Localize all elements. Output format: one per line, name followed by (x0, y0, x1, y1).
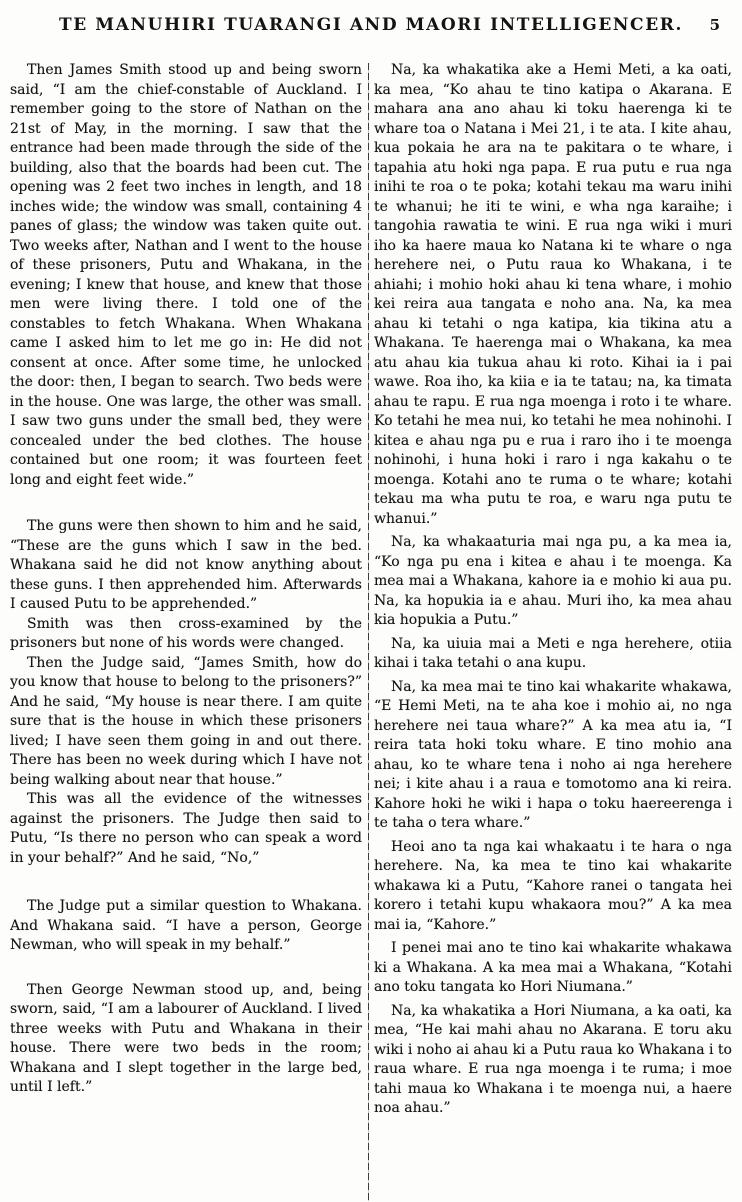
paragraph: Heoi ano ta nga kai whakaatu i te hara o nga herehere. Na, ka mea te tino kai whakarite whakawa ki a Putu, “Kahore ranei o tangata hei korero i tetahi kupu whakaora mou?” A ka mea mai ia, “Kahore.” (374, 838, 732, 933)
paragraph: Na, ka uiuia mai a Meti e nga herehere, otiia kihai i taka tetahi o ana kupu. (374, 635, 732, 671)
paragraph: Then George Newman stood up, and, being sworn, said, “I am a labourer of Auckland. I lived three weeks with Putu and Whakana in their house. There were two beds in the room; Whakana and I slept together in the large bed, until I left.” (10, 981, 362, 1095)
paragraph: The Judge put a similar question to Whakana. And Whakana said. “I have a person, George Newman, who will speak in my behalf.” (10, 898, 362, 953)
page-body (0, 61, 742, 1201)
page-number: 5 (709, 16, 720, 34)
paragraph: This was all the evidence of the witnesses against the prisoners. The Judge then said to Putu, “Is there no person who can speak a word in your behalf?” And he said, “No,” (10, 791, 362, 866)
maori-column (374, 61, 732, 1201)
paragraph: Smith was then cross-examined by the prisoners but none of his words were changed. (10, 615, 362, 651)
paragraph: I penei mai ano te tino kai whakarite whakawa ki a Whakana. A ka mea mai a Whakana, “Kotahi ano toku tangata ko Hori Niumana.” (374, 940, 732, 995)
paragraph: Na, ka whakatika a Hori Niumana, a ka oati, ka mea, “He kai mahi ahau no Akarana. E toru aku wiki i noho ai ahau ki a Putu raua ko Whakana i to raua whare. E rua nga moenga i te ruma; i moe tahi maua ko Whakana i te moenga nui, a haere noa ahau.” (374, 1002, 732, 1116)
paragraph: Na, ka mea mai te tino kai whakarite whakawa, “E Hemi Meti, na te aha koe i mohio ai, no nga herehere nei taua whare?” A ka mea atu ia, “I reira tata hoki toku whare. E tino mohio ana ahau, ko te whare tena i noho ai nga herehere nei; i kite ahau i a raua e tomotomo ana ki reira. Kahore hoki he wiki i hapa o toku haereerenga i te taha o tera whare.” (374, 678, 732, 831)
paragraph: Then James Smith stood up and being sworn said, “I am the chief-constable of Auckland. I remember going to the store of Nathan on the 21st of May, in the morning. I saw that the entrance had been made through the side of the building, also that the boards had been cut. The opening was 2 feet two inches in length, and 18 inches wide; the window was small, containing 4 panes of glass; the window was taken quite out. Two weeks after, Nathan and I went to the house of these prisoners, Putu and Whakana, in the evening; I knew that house, and knew that those men were living there. I told one of the constables to fetch Whakana. When Whakana came I asked him to let me go in: He did not consent at once. After some time, he unlocked the door: then, I began to search. Two beds were in the house. One was large, the other was small. I saw two guns under the small bed, they were concealed under the bed clothes. The house contained but one room; it was fourteen feet long and eight feet wide.” (10, 62, 362, 488)
paragraph: The guns were then shown to him and he said, “These are the guns which I saw in the bed. Whakana said he did not know anything about these guns. I then apprehended him. Afterwards I caused Putu to be apprehended.” (10, 518, 362, 612)
paragraph: Then the Judge said, “James Smith, how do you know that house to belong to the prisoners?” And he said, “My house is near there. I am quite sure that is the house in which these prisoners lived; I have seen them going in and out there. There has been no week during which I have not being walking about near that house.” (10, 654, 362, 788)
paragraph: Na, ka whakatika ake a Hemi Meti, a ka oati, ka mea, “Ko ahau te tino katipa o Akarana. E mahara ana ano ahau ki toku haerenga ki te whare toa o Natana i Mei 21, i te ata. I kite ahau, kua pokaia he ara na te pakitara o te whare, i tapahia atu hoki nga papa. E rua putu e rua nga inihi te roa o te poka; kotahi tekau ma waru inihi te whanui; he iti te wini, e wha nga karaihe; i tangohia rawatia te wini. E rua nga wiki i muri iho ka haere maua ko Natana ki te whare o nga herehere nei, o Putu raua ko Whakana, i te ahiahi; i mohio hoki ahau ki tena whare, i mohio kei reira aua tangata e noho ana. Na, ka mea ahau ki tetahi o nga katipa, kia tikina atu a Whakana. Te haerenga mai o Whakana, ka mea atu ahau kia tukua ahau ki roto. Kihai ia i pai wawe. Roa iho, ka kiia e ia te tatau; na, ka timata ahau te rapu. E rua nga moenga i roto i te whare. Ko tetahi he mea nui, ko tetahi he mea nohinohi. I kitea e ahau nga pu e rua i raro iho i te moenga nohinohi, i huna hoki i raro i nga kakahu o te moenga. Kotahi ano te ruma o te whare; kotahi tekau ma wha putu te roa, e waru nga putu te whanui.” (374, 62, 732, 527)
masthead (0, 0, 742, 47)
english-column (10, 61, 362, 1201)
paragraph: Na, ka whakaaturia mai nga pu, a ka mea ia, “Ko nga pu ena i kitea e ahau i te moenga. Ka mea mai a Whakana, kahore ia e mohio ki aua pu. Na, ka hopukia ia e ahau. Muri iho, ka mea ahau kia hopukia a Putu.” (374, 534, 732, 628)
column-divider-rule (368, 63, 369, 1201)
page-title: TE MANUHIRI TUARANGI AND MAORI INTELLIGENCER. (58, 15, 683, 35)
